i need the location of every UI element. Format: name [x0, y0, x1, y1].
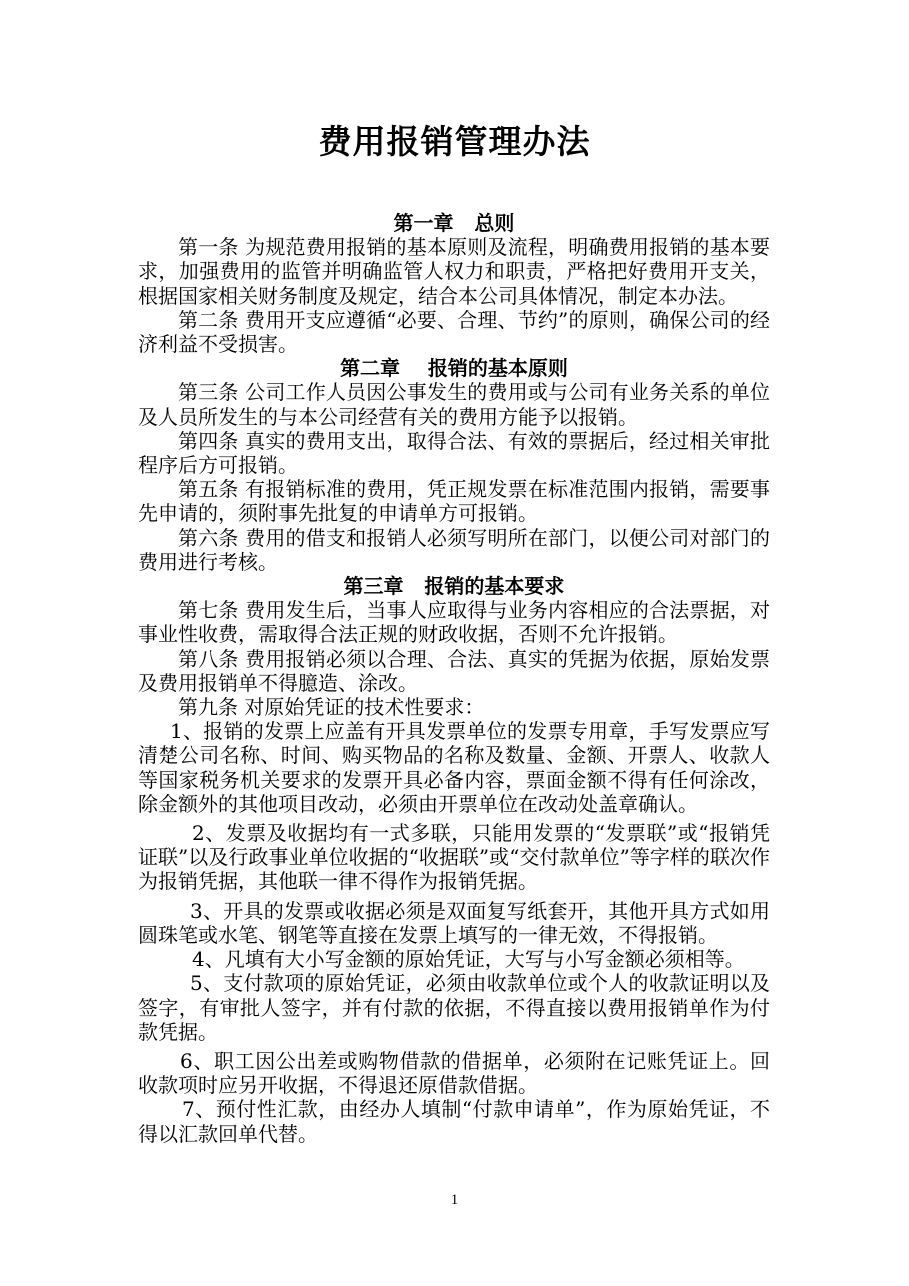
article-1: 第一条 为规范费用报销的基本原则及流程，明确费用报销的基本要求，加强费用的监管并明确监管人权力和职责，严格把好费用开支关，根据国家相关财务制度及规定，结合本公司具体情况，制定本办法。	[138, 235, 770, 308]
page-number: 1	[450, 1192, 459, 1208]
article-8: 第八条 费用报销必须以合理、合法、真实的凭据为依据，原始发票及费用报销单不得臆造、涂改。	[138, 646, 770, 695]
article-2: 第二条 费用开支应遵循“必要、合理、节约”的原则，确保公司的经济利益不受损害。	[138, 307, 770, 357]
requirement-item-7: 7、预付性汇款，由经办人填制“付款申请单”，作为原始凭证，不得以汇款回单代替。	[138, 1097, 770, 1146]
chapter-1-heading: 第一章 总则	[393, 211, 515, 235]
article-6: 第六条 费用的借支和报销人必须写明所在部门，以便公司对部门的费用进行考核。	[138, 525, 770, 574]
requirement-item-5: 5、支付款项的原始凭证，必须由收款单位或个人的收款证明以及签字，有审批人签字，并有付款的依据，不得直接以费用报销单作为付款凭据。	[138, 971, 770, 1044]
article-4: 第四条 真实的费用支出，取得合法、有效的票据后，经过相关审批程序后方可报销。	[138, 428, 770, 478]
requirement-item-6: 6、职工因公出差或购物借款的借据单，必须附在记账凭证上。回收款项时应另开收据，不得退还原借款借据。	[138, 1048, 770, 1098]
document-title: 费用报销管理办法	[318, 122, 591, 161]
requirement-item-3: 3、开具的发票或收据必须是双面复写纸套开，其他开具方式如用圆珠笔或水笔、钢笔等直接在发票上填写的一律无效，不得报销。	[138, 898, 770, 947]
requirement-item-4: 4、凡填有大小写金额的原始凭证，大写与小写金额必须相等。	[192, 947, 745, 972]
requirement-item-1: 1、报销的发票上应盖有开具发票单位的发票专用章，手写发票应写清楚公司名称、时间、购买物品的名称及数量、金额、开票人、收款人等国家税务机关要求的发票开具必备内容，票面金额不得有任何涂改，除金额外的其他项目改动，必须由开票单位在改动处盖章确认。	[138, 719, 770, 816]
article-7: 第七条 费用发生后，当事人应取得与业务内容相应的合法票据，对事业性收费，需取得合法正规的财政收据，否则不允许报销。	[138, 598, 770, 647]
article-9: 第九条 对原始凭证的技术性要求：	[178, 695, 485, 720]
chapter-3-heading: 第三章 报销的基本要求	[343, 574, 565, 599]
article-3: 第三条 公司工作人员因公事发生的费用或与公司有业务关系的单位及人员所发生的与本公司经营有关的费用方能予以报销。	[138, 380, 770, 429]
document-body	[138, 211, 770, 1146]
chapter-2-heading: 第二章 报销的基本原则	[340, 356, 568, 381]
article-5: 第五条 有报销标准的费用，凭正规发票在标准范围内报销，需要事先申请的，须附事先批复的申请单方可报销。	[138, 477, 770, 526]
requirement-item-2: 2、发票及收据均有一式多联，只能用发票的“发票联”或“报销凭证联”以及行政事业单位收据的“收据联”或“交付款单位”等字样的联次作为报销凭据，其他联一律不得作为报销凭据。	[138, 821, 770, 894]
